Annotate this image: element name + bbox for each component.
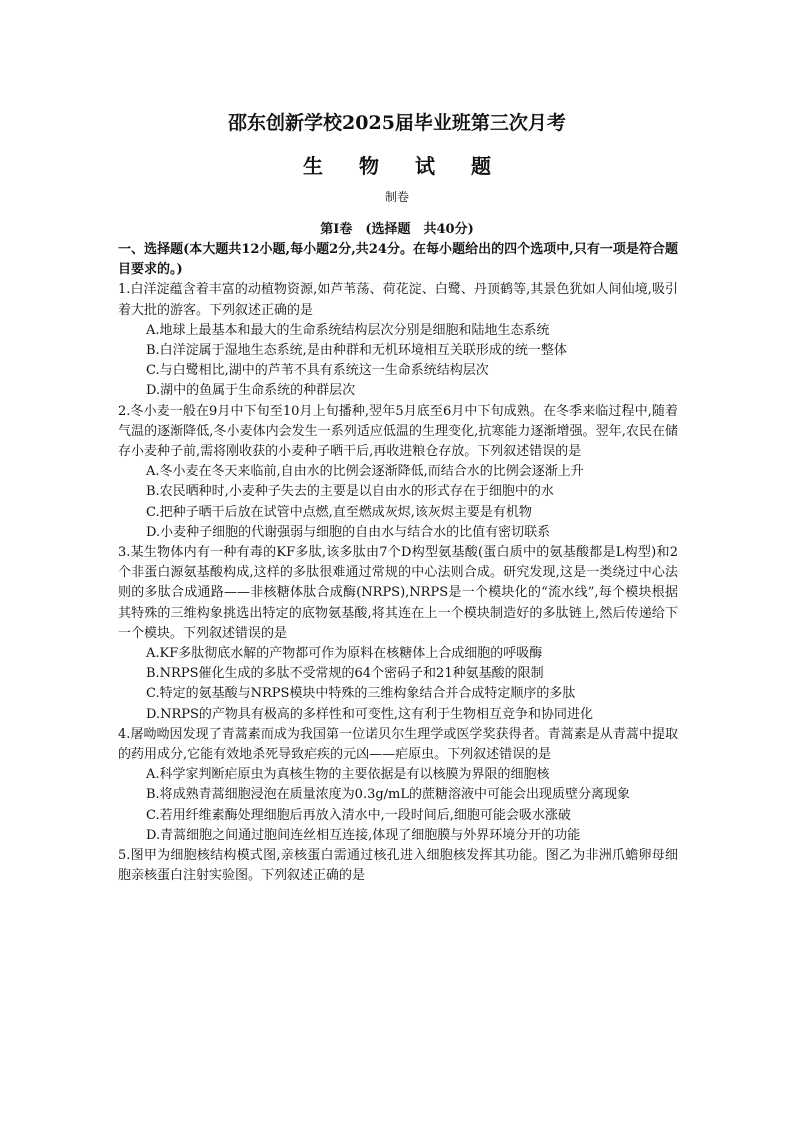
question-stem: 5.图甲为细胞核结构模式图,亲核蛋白需通过核孔进入细胞核发挥其功能。图乙为非洲爪蟾卵母细胞亲核蛋白注射实验图。下列叙述正确的是 — [118, 848, 678, 884]
school-title: 邵东创新学校2025届毕业班第三次月考 — [228, 112, 566, 134]
option-d: D.湖中的鱼属于生命系统的种群层次 — [146, 383, 356, 399]
maker-label: 制卷 — [384, 190, 409, 204]
option-b: B.将成熟青蒿细胞浸泡在质量浓度为0.3g/mL的蔗糖溶液中可能会出现质壁分离现象 — [146, 787, 631, 803]
option-c: C.把种子晒干后放在试管中点燃,直至燃成灰烬,该灰烬主要是有机物 — [146, 504, 532, 520]
option-a: A.冬小麦在冬天来临前,自由水的比例会逐渐降低,而结合水的比例会逐渐上升 — [146, 464, 584, 480]
question-stem: 1.白洋淀蕴含着丰富的动植物资源,如芦苇荡、荷花淀、白鹭、丹顶鹤等,其景色犹如人间仙境,吸引着大批的游客。下列叙述正确的是 — [118, 282, 678, 318]
option-d: D.小麦种子细胞的代谢强弱与细胞的自由水与结合水的比值有密切联系 — [146, 524, 551, 540]
section-title: 第Ⅰ卷 (选择题 共40分) — [320, 222, 474, 237]
option-b: B.白洋淀属于湿地生态系统,是由种群和无机环境相互关联形成的统一整体 — [146, 343, 567, 359]
question-3 — [118, 543, 678, 725]
question-5 — [118, 846, 678, 886]
option-c: C.特定的氨基酸与NRPS模块中特殊的三维构象结合并合成特定顺序的多肽 — [146, 686, 576, 702]
option-c: C.与白鹭相比,湖中的芦苇不具有系统这一生命系统结构层次 — [146, 363, 489, 379]
question-stem: 2.冬小麦一般在9月中下旬至10月上旬播种,翌年5月底至6月中下旬成熟。在冬季来临过程中,随着气温的逐渐降低,冬小麦体内会发生一系列适应低温的生理变化,抗寒能力逐渐增强。翌年,农民在储存小麦种子前,需将刚收获的小麦种子晒干后,再收进粮仓存放。下列叙述错误的是 — [118, 403, 678, 460]
option-d: D.青蒿细胞之间通过胞间连丝相互连接,体现了细胞膜与外界环境分开的功能 — [146, 827, 581, 843]
section-instructions: 一、选择题(本大题共12小题,每小题2分,共24分。在每小题给出的四个选项中,只有一项是符合题目要求的。) — [118, 242, 678, 278]
option-a: A.地球上最基本和最大的生命系统结构层次分别是细胞和陆地生态系统 — [146, 322, 550, 338]
question-stem: 3.某生物体内有一种有毒的KF多肽,该多肽由7个D构型氨基酸(蛋白质中的氨基酸都是L构型)和2个非蛋白源氨基酸构成,这样的多肽很难通过常规的中心法则合成。研究发现,这是一类绕过中心法则的多肽合成通路——非核糖体肽合成酶(NRPS),NRPS是一个模块化的“流水线”,每个模块根据其特殊的三维构象挑选出特定的底物氨基酸,将其连在上一个模块制造好的多肽链上,然后传递给下一个模块。下列叙述错误的是 — [118, 545, 678, 641]
option-a: A.KF多肽彻底水解的产物都可作为原料在核糖体上合成细胞的呼吸酶 — [146, 646, 543, 662]
option-b: B.农民晒种时,小麦种子失去的主要是以自由水的形式存在于细胞中的水 — [146, 484, 554, 500]
option-a: A.科学家判断疟原虫为真核生物的主要依据是有以核膜为界限的细胞核 — [146, 767, 550, 783]
question-4 — [118, 725, 678, 846]
question-content — [118, 240, 678, 887]
question-stem: 4.屠呦呦因发现了青蒿素而成为我国第一位诺贝尔生理学或医学奖获得者。青蒿素是从青蒿中提取的药用成分,它能有效地杀死导致疟疾的元凶——疟原虫。下列叙述错误的是 — [118, 726, 678, 763]
option-c: C.若用纤维素酶处理细胞后再放入清水中,一段时间后,细胞可能会吸水涨破 — [146, 807, 571, 823]
subject-title: 生物试题 — [303, 154, 527, 178]
question-1 — [118, 280, 678, 401]
option-b: B.NRPS催化生成的多肽不受常规的64个密码子和21种氨基酸的限制 — [146, 666, 544, 682]
question-2 — [118, 402, 678, 543]
option-d: D.NRPS的产物具有极高的多样性和可变性,这有利于生物相互竞争和协同进化 — [146, 706, 594, 722]
